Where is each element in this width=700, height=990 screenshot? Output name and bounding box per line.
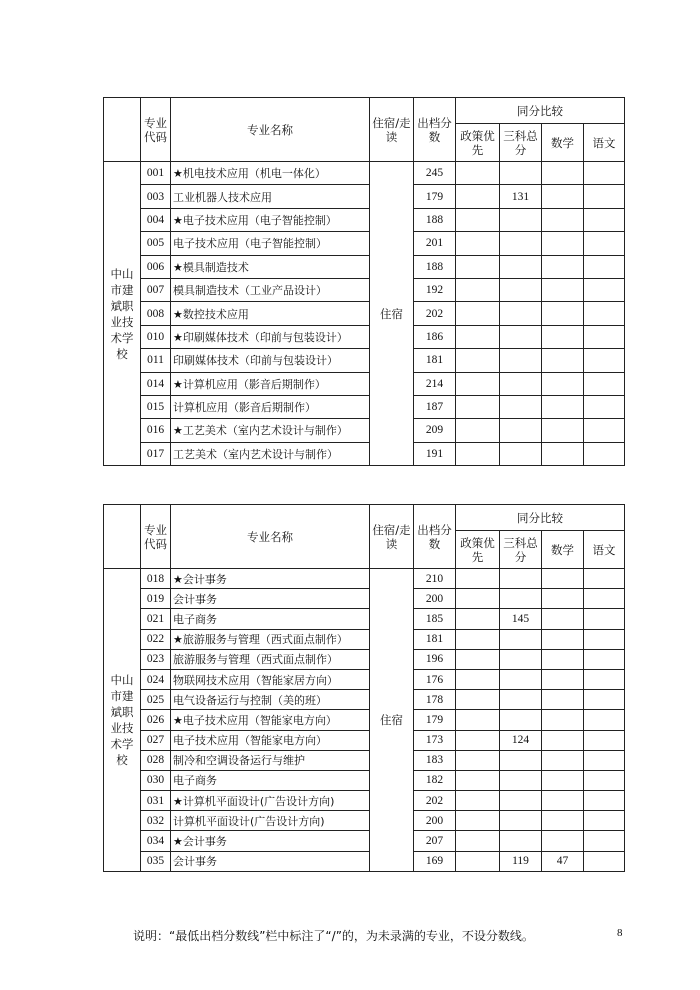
major-name: 计算机平面设计(广告设计方向) <box>171 811 370 831</box>
major-name: ★旅游服务与管理（西式面点制作） <box>171 629 370 649</box>
major-code: 026 <box>141 710 171 730</box>
admission-score: 186 <box>414 325 456 348</box>
math-score <box>542 770 584 790</box>
admission-score: 207 <box>414 831 456 851</box>
table-row <box>104 569 625 589</box>
admission-score: 173 <box>414 730 456 750</box>
major-name: ★电子技术应用（智能家电方向） <box>171 710 370 730</box>
major-code: 034 <box>141 831 171 851</box>
major-code: 018 <box>141 569 171 589</box>
chinese-score <box>584 302 625 325</box>
three-subject-total <box>500 770 542 790</box>
admission-score: 209 <box>414 419 456 442</box>
math-score <box>542 162 584 185</box>
table-row <box>104 730 625 750</box>
math-score <box>542 569 584 589</box>
math-score <box>542 255 584 278</box>
major-code: 008 <box>141 302 171 325</box>
math-score <box>542 629 584 649</box>
three-subject-total: 145 <box>500 609 542 629</box>
admission-score: 176 <box>414 669 456 689</box>
admission-score: 181 <box>414 629 456 649</box>
major-code: 010 <box>141 325 171 348</box>
major-name: 电子技术应用（电子智能控制） <box>171 232 370 255</box>
major-code: 016 <box>141 419 171 442</box>
major-name: 会计事务 <box>171 589 370 609</box>
policy-priority <box>456 302 500 325</box>
three-subject-total <box>500 649 542 669</box>
header-blank-cell <box>104 98 141 162</box>
three-subject-total <box>500 442 542 465</box>
math-score <box>542 419 584 442</box>
policy-priority <box>456 349 500 372</box>
three-subject-total <box>500 372 542 395</box>
policy-priority <box>456 232 500 255</box>
chinese-score <box>584 442 625 465</box>
major-name: ★机电技术应用（机电一体化） <box>171 162 370 185</box>
header-dorm: 住宿/走读 <box>370 98 414 162</box>
header-three-total: 三科总分 <box>500 531 542 569</box>
header-score: 出档分数 <box>414 505 456 569</box>
table-row <box>104 831 625 851</box>
admission-score: 202 <box>414 791 456 811</box>
major-code: 027 <box>141 730 171 750</box>
math-score <box>542 649 584 669</box>
math-score <box>542 730 584 750</box>
three-subject-total <box>500 831 542 851</box>
chinese-score <box>584 185 625 208</box>
header-score: 出档分数 <box>414 98 456 162</box>
policy-priority <box>456 185 500 208</box>
admission-score: 201 <box>414 232 456 255</box>
major-name: 电子商务 <box>171 770 370 790</box>
math-score <box>542 609 584 629</box>
major-name: ★会计事务 <box>171 831 370 851</box>
admission-score: 178 <box>414 690 456 710</box>
admission-score: 188 <box>414 255 456 278</box>
major-code: 032 <box>141 811 171 831</box>
major-name: ★会计事务 <box>171 569 370 589</box>
table-row <box>104 710 625 730</box>
math-score <box>542 442 584 465</box>
policy-priority <box>456 372 500 395</box>
admission-score: 245 <box>414 162 456 185</box>
major-code: 005 <box>141 232 171 255</box>
major-name: 工艺美术（室内艺术设计与制作） <box>171 442 370 465</box>
math-score: 47 <box>542 851 584 871</box>
policy-priority <box>456 730 500 750</box>
header-code: 专业代码 <box>141 98 171 162</box>
chinese-score <box>584 349 625 372</box>
major-code: 011 <box>141 349 171 372</box>
policy-priority <box>456 690 500 710</box>
major-code: 021 <box>141 609 171 629</box>
table-row <box>104 255 625 278</box>
table-row <box>104 811 625 831</box>
table-row <box>104 162 625 185</box>
policy-priority <box>456 589 500 609</box>
major-code: 030 <box>141 770 171 790</box>
header-chinese: 语文 <box>584 531 625 569</box>
major-name: 制冷和空调设备运行与维护 <box>171 750 370 770</box>
chinese-score <box>584 255 625 278</box>
table-row <box>104 609 625 629</box>
policy-priority <box>456 162 500 185</box>
table-row <box>104 302 625 325</box>
policy-priority <box>456 649 500 669</box>
header-math: 数学 <box>542 124 584 162</box>
three-subject-total <box>500 589 542 609</box>
admission-table-1 <box>103 97 625 466</box>
major-name: 电气设备运行与控制（美的班） <box>171 690 370 710</box>
table-row <box>104 791 625 811</box>
policy-priority <box>456 831 500 851</box>
table-row <box>104 185 625 208</box>
math-score <box>542 395 584 418</box>
admission-score: 187 <box>414 395 456 418</box>
header-blank-cell <box>104 505 141 569</box>
table-row <box>104 395 625 418</box>
chinese-score <box>584 811 625 831</box>
table-row <box>104 649 625 669</box>
major-name: ★计算机应用（影音后期制作） <box>171 372 370 395</box>
math-score <box>542 811 584 831</box>
admission-score: 202 <box>414 302 456 325</box>
math-score <box>542 278 584 301</box>
admission-score: 169 <box>414 851 456 871</box>
chinese-score <box>584 232 625 255</box>
chinese-score <box>584 589 625 609</box>
header-compare: 同分比较 <box>456 505 625 531</box>
three-subject-total <box>500 669 542 689</box>
three-subject-total <box>500 208 542 231</box>
policy-priority <box>456 770 500 790</box>
three-subject-total <box>500 255 542 278</box>
admission-score: 200 <box>414 589 456 609</box>
admission-score: 192 <box>414 278 456 301</box>
major-name: ★计算机平面设计(广告设计方向) <box>171 791 370 811</box>
header-math: 数学 <box>542 531 584 569</box>
policy-priority <box>456 442 500 465</box>
chinese-score <box>584 372 625 395</box>
chinese-score <box>584 395 625 418</box>
header-dorm: 住宿/走读 <box>370 505 414 569</box>
header-name: 专业名称 <box>171 98 370 162</box>
school-name: 中山市建斌职业技术学校 <box>104 162 141 466</box>
three-subject-total <box>500 278 542 301</box>
header-row <box>104 98 625 124</box>
school-name: 中山市建斌职业技术学校 <box>104 569 141 872</box>
admission-score: 179 <box>414 710 456 730</box>
chinese-score <box>584 419 625 442</box>
three-subject-total <box>500 162 542 185</box>
major-code: 017 <box>141 442 171 465</box>
major-name: 电子商务 <box>171 609 370 629</box>
table-row <box>104 770 625 790</box>
major-code: 001 <box>141 162 171 185</box>
three-subject-total: 119 <box>500 851 542 871</box>
admission-score: 185 <box>414 609 456 629</box>
major-name: ★模具制造技术 <box>171 255 370 278</box>
math-score <box>542 372 584 395</box>
major-name: 工业机器人技术应用 <box>171 185 370 208</box>
major-name: ★数控技术应用 <box>171 302 370 325</box>
three-subject-total <box>500 811 542 831</box>
major-code: 007 <box>141 278 171 301</box>
major-name: 印刷媒体技术（印前与包装设计） <box>171 349 370 372</box>
dorm-type: 住宿 <box>370 569 414 872</box>
chinese-score <box>584 669 625 689</box>
math-score <box>542 185 584 208</box>
admission-score: 191 <box>414 442 456 465</box>
math-score <box>542 690 584 710</box>
three-subject-total <box>500 791 542 811</box>
major-name: 旅游服务与管理（西式面点制作） <box>171 649 370 669</box>
table-row <box>104 629 625 649</box>
admission-score: 183 <box>414 750 456 770</box>
header-name: 专业名称 <box>171 505 370 569</box>
math-score <box>542 589 584 609</box>
header-row <box>104 505 625 531</box>
policy-priority <box>456 750 500 770</box>
major-code: 014 <box>141 372 171 395</box>
policy-priority <box>456 569 500 589</box>
policy-priority <box>456 255 500 278</box>
policy-priority <box>456 609 500 629</box>
chinese-score <box>584 770 625 790</box>
header-policy: 政策优先 <box>456 124 500 162</box>
policy-priority <box>456 791 500 811</box>
major-name: 模具制造技术（工业产品设计） <box>171 278 370 301</box>
math-score <box>542 750 584 770</box>
admission-score: 200 <box>414 811 456 831</box>
table-row <box>104 372 625 395</box>
major-name: ★工艺美术（室内艺术设计与制作） <box>171 419 370 442</box>
three-subject-total <box>500 325 542 348</box>
math-score <box>542 302 584 325</box>
three-subject-total: 124 <box>500 730 542 750</box>
policy-priority <box>456 325 500 348</box>
chinese-score <box>584 609 625 629</box>
math-score <box>542 325 584 348</box>
admission-score: 214 <box>414 372 456 395</box>
three-subject-total <box>500 232 542 255</box>
policy-priority <box>456 669 500 689</box>
chinese-score <box>584 208 625 231</box>
three-subject-total <box>500 395 542 418</box>
three-subject-total <box>500 750 542 770</box>
three-subject-total <box>500 349 542 372</box>
policy-priority <box>456 395 500 418</box>
three-subject-total <box>500 419 542 442</box>
table-row <box>104 278 625 301</box>
three-subject-total: 131 <box>500 185 542 208</box>
table-row <box>104 232 625 255</box>
table-row <box>104 750 625 770</box>
table-row <box>104 208 625 231</box>
major-name: 会计事务 <box>171 851 370 871</box>
math-score <box>542 791 584 811</box>
math-score <box>542 710 584 730</box>
major-code: 004 <box>141 208 171 231</box>
table-row <box>104 442 625 465</box>
chinese-score <box>584 750 625 770</box>
major-name: 计算机应用（影音后期制作） <box>171 395 370 418</box>
table-row <box>104 589 625 609</box>
table-row <box>104 419 625 442</box>
policy-priority <box>456 710 500 730</box>
three-subject-total <box>500 690 542 710</box>
major-name: ★电子技术应用（电子智能控制） <box>171 208 370 231</box>
major-code: 024 <box>141 669 171 689</box>
dorm-type: 住宿 <box>370 162 414 466</box>
major-name: 物联网技术应用（智能家居方向） <box>171 669 370 689</box>
page-number: 8 <box>617 927 623 939</box>
major-name: 电子技术应用（智能家电方向） <box>171 730 370 750</box>
policy-priority <box>456 851 500 871</box>
admission-table-2 <box>103 504 625 872</box>
policy-priority <box>456 811 500 831</box>
header-compare: 同分比较 <box>456 98 625 124</box>
admission-score: 179 <box>414 185 456 208</box>
policy-priority <box>456 419 500 442</box>
major-code: 003 <box>141 185 171 208</box>
math-score <box>542 232 584 255</box>
table-row <box>104 690 625 710</box>
table-row <box>104 349 625 372</box>
chinese-score <box>584 831 625 851</box>
major-code: 023 <box>141 649 171 669</box>
major-code: 006 <box>141 255 171 278</box>
major-name: ★印刷媒体技术（印前与包装设计） <box>171 325 370 348</box>
major-code: 015 <box>141 395 171 418</box>
major-code: 019 <box>141 589 171 609</box>
chinese-score <box>584 791 625 811</box>
table-row <box>104 325 625 348</box>
admission-score: 181 <box>414 349 456 372</box>
header-code: 专业代码 <box>141 505 171 569</box>
math-score <box>542 831 584 851</box>
policy-priority <box>456 278 500 301</box>
chinese-score <box>584 649 625 669</box>
three-subject-total <box>500 302 542 325</box>
admission-score: 210 <box>414 569 456 589</box>
chinese-score <box>584 690 625 710</box>
chinese-score <box>584 730 625 750</box>
math-score <box>542 208 584 231</box>
chinese-score <box>584 629 625 649</box>
major-code: 022 <box>141 629 171 649</box>
chinese-score <box>584 325 625 348</box>
major-code: 035 <box>141 851 171 871</box>
math-score <box>542 349 584 372</box>
admission-score: 196 <box>414 649 456 669</box>
table-row <box>104 669 625 689</box>
three-subject-total <box>500 569 542 589</box>
math-score <box>542 669 584 689</box>
policy-priority <box>456 208 500 231</box>
header-chinese: 语文 <box>584 124 625 162</box>
chinese-score <box>584 278 625 301</box>
chinese-score <box>584 851 625 871</box>
chinese-score <box>584 162 625 185</box>
header-policy: 政策优先 <box>456 531 500 569</box>
three-subject-total <box>500 710 542 730</box>
footnote: 说明：“最低出档分数线”栏中标注了“/”的，为未录满的专业，不设分数线。 <box>133 929 534 943</box>
header-three-total: 三科总分 <box>500 124 542 162</box>
chinese-score <box>584 569 625 589</box>
admission-score: 188 <box>414 208 456 231</box>
major-code: 031 <box>141 791 171 811</box>
chinese-score <box>584 710 625 730</box>
three-subject-total <box>500 629 542 649</box>
policy-priority <box>456 629 500 649</box>
table-row <box>104 851 625 871</box>
major-code: 028 <box>141 750 171 770</box>
admission-score: 182 <box>414 770 456 790</box>
major-code: 025 <box>141 690 171 710</box>
